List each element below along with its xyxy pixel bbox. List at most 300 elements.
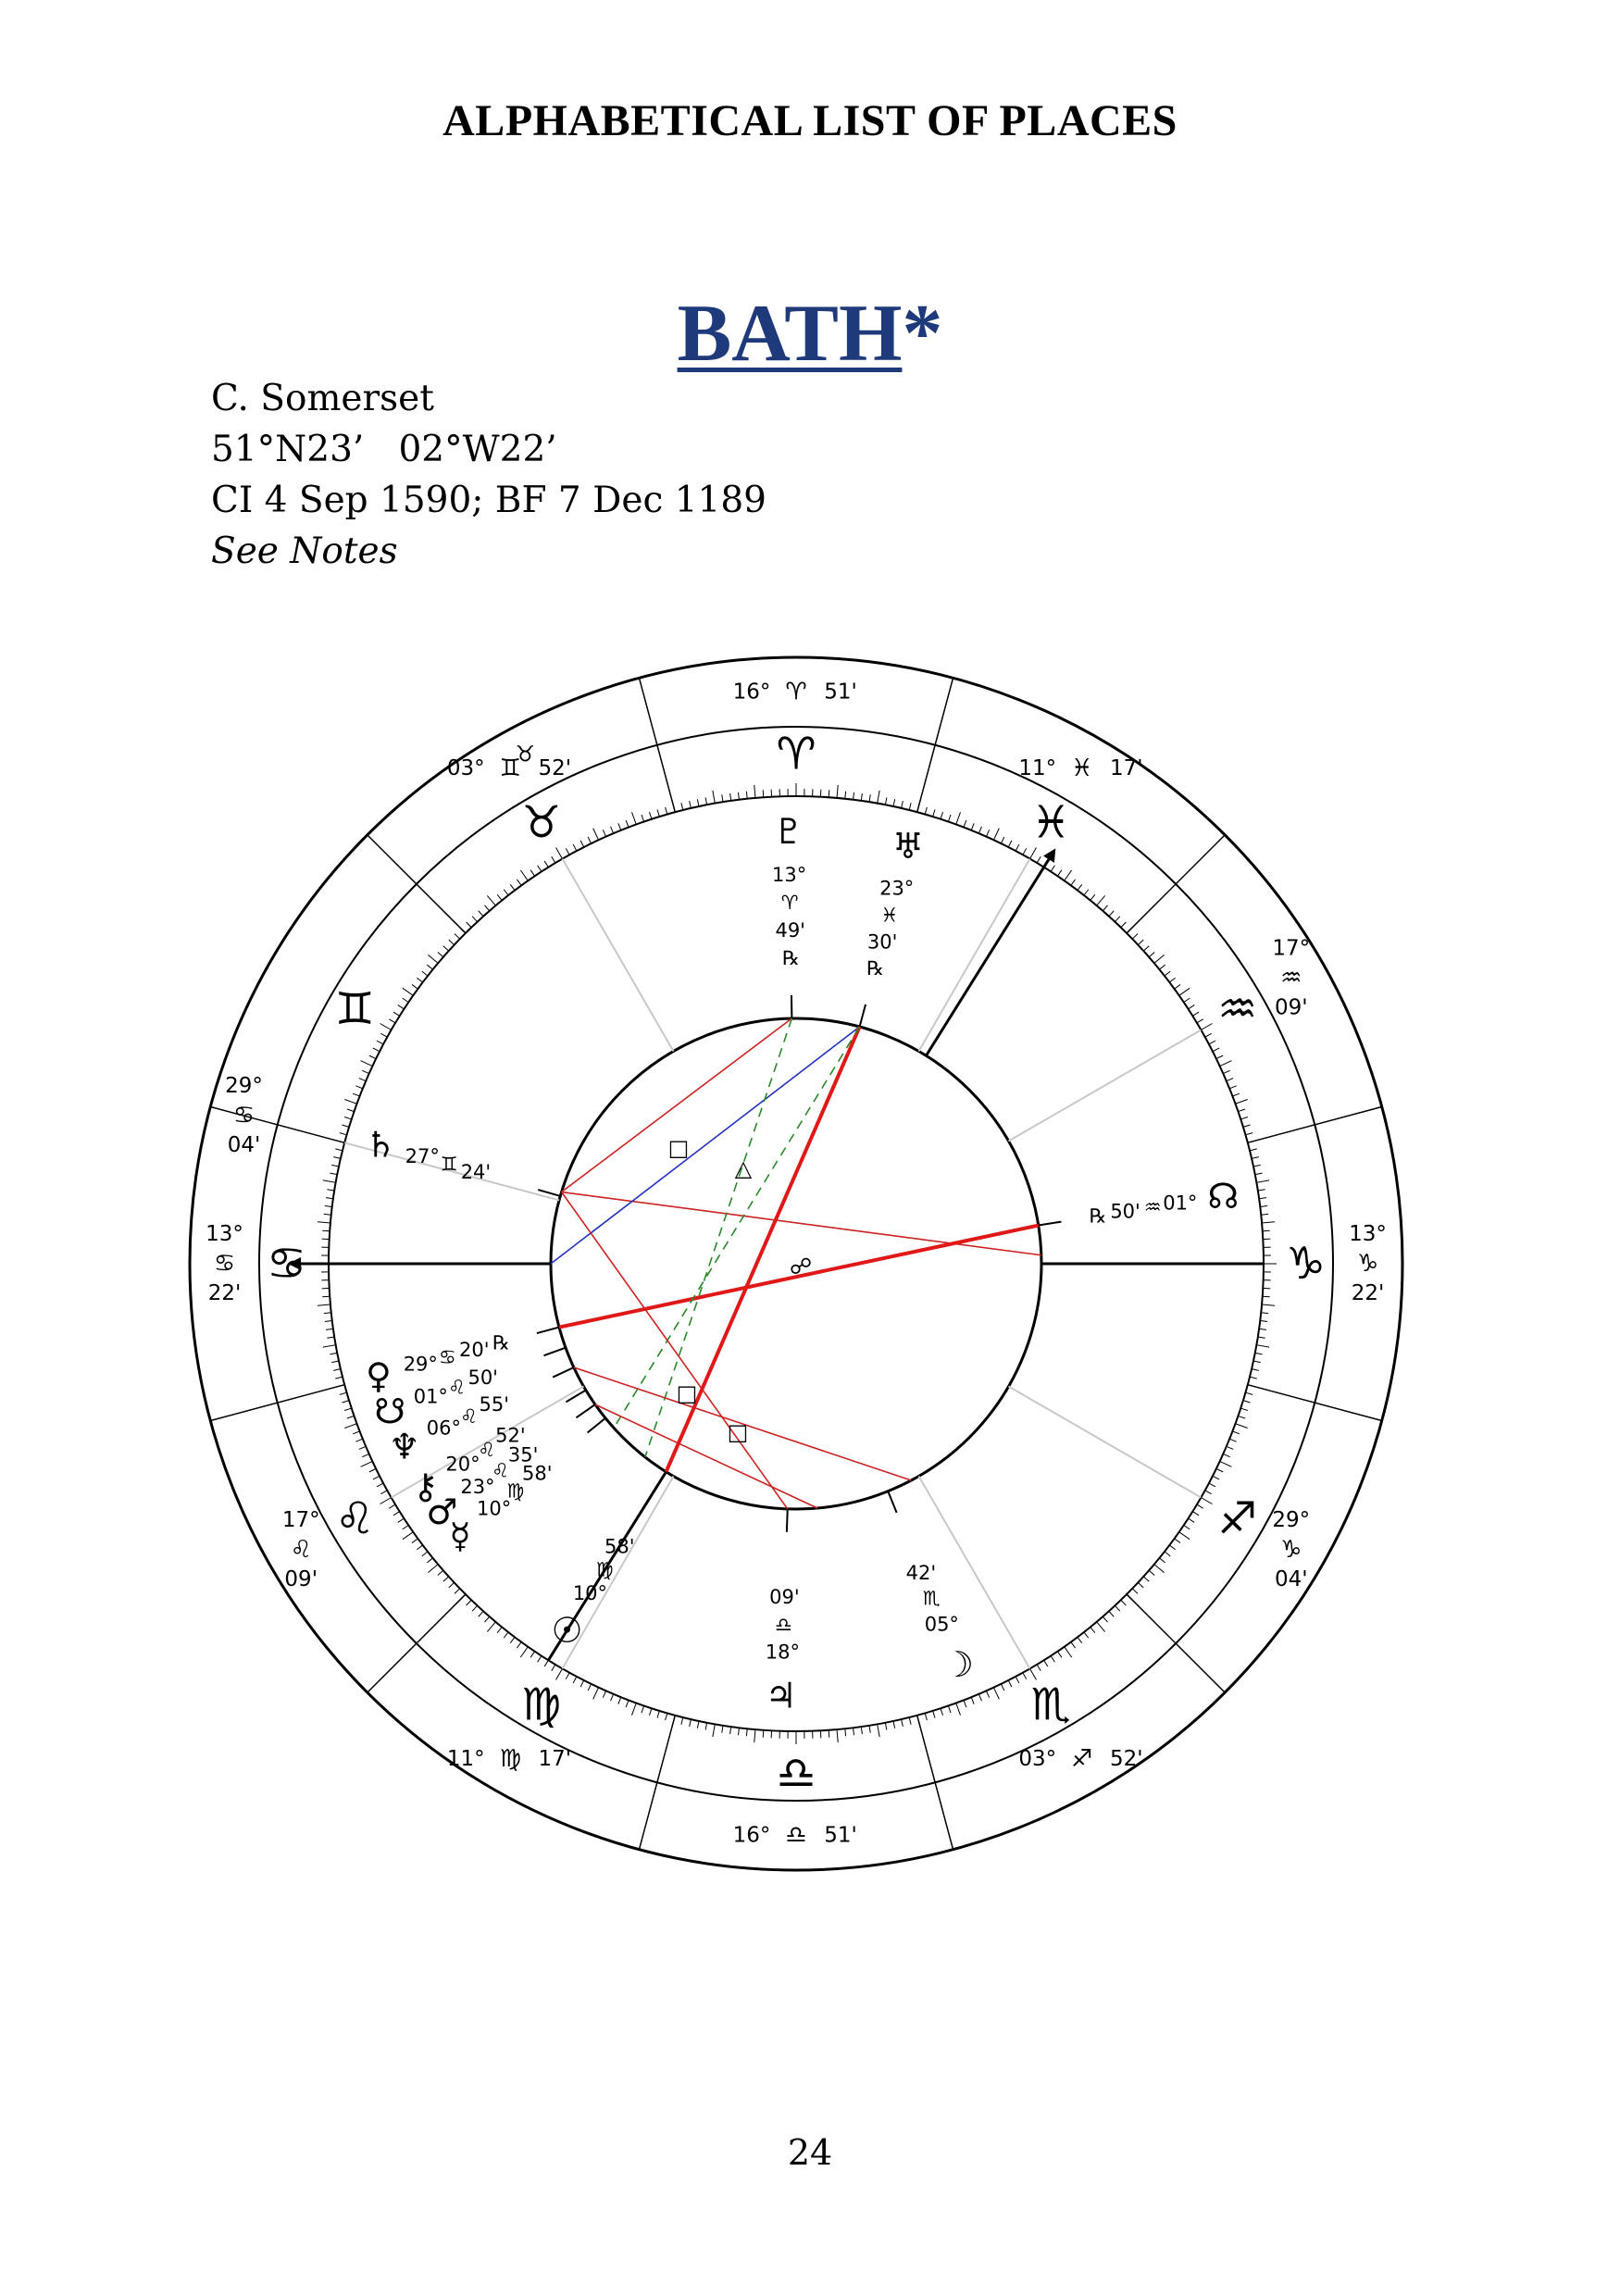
degree-tick	[1240, 1117, 1248, 1118]
degree-tick	[340, 1392, 347, 1394]
house-cusp-label	[1272, 1508, 1310, 1591]
degree-tick	[1037, 1665, 1041, 1671]
aspect-glyph: □	[676, 1380, 698, 1406]
degree-tick	[479, 911, 483, 917]
degree-tick	[738, 792, 739, 800]
degree-tick	[971, 823, 974, 830]
degree-tick	[544, 1660, 548, 1666]
running-head: ALPHABETICAL LIST OF PLACES	[442, 96, 1178, 145]
cusp-sign: ♌	[290, 1535, 312, 1564]
cusp-minute: 09'	[1274, 995, 1308, 1020]
degree-tick	[1192, 1512, 1199, 1516]
degree-tick	[611, 827, 614, 833]
degree-tick	[1250, 1377, 1257, 1379]
planet-position-text: 58'	[521, 1462, 553, 1485]
degree-tick	[1255, 1353, 1263, 1354]
degree-tick	[1258, 1337, 1265, 1338]
degree-tick	[373, 1048, 380, 1052]
planet-saturn-glyph: ♄	[365, 1124, 397, 1166]
degree-tick	[1065, 870, 1072, 880]
planet-position-text: 06°	[426, 1416, 461, 1440]
planet-position-text: ♎	[774, 1613, 792, 1636]
degree-tick	[738, 1728, 739, 1735]
degree-tick	[1197, 1019, 1203, 1023]
degree-tick	[377, 1041, 383, 1044]
degree-tick	[347, 1109, 355, 1112]
degree-tick	[925, 807, 927, 815]
degree-tick	[1071, 1642, 1076, 1648]
degree-tick	[1179, 1532, 1190, 1540]
degree-tick	[1115, 917, 1119, 922]
planet-position-text: 20°	[445, 1453, 480, 1476]
sign-divider	[1127, 835, 1225, 933]
degree-tick	[993, 829, 999, 841]
house-cusp-line	[1008, 1387, 1201, 1498]
planet-position-text: ♌	[448, 1376, 466, 1399]
degree-tick	[941, 812, 942, 819]
degree-tick	[573, 1677, 577, 1683]
degree-tick	[438, 1570, 443, 1575]
cusp-minute: 17'	[1109, 756, 1143, 781]
degree-tick	[964, 1700, 966, 1706]
degree-tick	[362, 1070, 368, 1073]
degree-tick	[504, 890, 508, 895]
degree-tick	[1256, 1180, 1269, 1182]
degree-tick	[1262, 1222, 1275, 1223]
degree-tick	[1132, 1589, 1138, 1594]
degree-tick	[1232, 1093, 1239, 1096]
degree-tick	[837, 785, 838, 798]
cusp-degree: 29°	[1272, 1507, 1311, 1532]
zodiac-sign-glyph: ♋	[266, 1238, 307, 1290]
degree-tick	[1189, 1518, 1195, 1522]
degree-tick	[487, 895, 495, 905]
planet-position-text: 09'	[769, 1585, 800, 1608]
degree-tick	[556, 1668, 563, 1679]
degree-tick	[1213, 1048, 1219, 1052]
degree-tick	[580, 1680, 584, 1687]
planet-position-text: 23°	[879, 877, 915, 900]
house-cusp-line	[919, 859, 1030, 1052]
degree-tick	[335, 1377, 343, 1379]
planet-neptune-glyph: ♆	[388, 1426, 420, 1467]
degree-tick	[398, 1005, 405, 1009]
house-cusp-label	[447, 1745, 571, 1773]
degree-tick	[603, 1691, 605, 1697]
degree-tick	[1121, 1600, 1127, 1605]
planet-position-text: ♓	[880, 904, 899, 927]
degree-tick	[986, 1691, 989, 1697]
degree-tick	[1016, 844, 1019, 851]
degree-tick	[1227, 1446, 1233, 1449]
degree-tick	[649, 812, 651, 819]
degree-tick	[593, 1688, 599, 1700]
planet-sun-glyph: ☉	[551, 1610, 583, 1652]
degree-tick	[1260, 1321, 1267, 1322]
degree-tick	[377, 1483, 383, 1487]
degree-tick	[1262, 1304, 1275, 1305]
cusp-degree: 13°	[206, 1222, 243, 1246]
sign-divider	[1248, 1385, 1382, 1421]
planet-position-text: 42'	[905, 1561, 937, 1584]
planet-position-text: ♋	[438, 1345, 456, 1368]
degree-tick	[355, 1439, 362, 1441]
degree-tick	[467, 1600, 472, 1605]
degree-tick	[869, 794, 870, 802]
degree-tick	[1232, 1431, 1239, 1434]
degree-tick	[355, 1086, 362, 1089]
degree-tick	[417, 978, 422, 982]
degree-tick	[327, 1190, 334, 1191]
degree-tick	[1115, 1605, 1119, 1611]
aspect-line	[562, 1192, 788, 1509]
house-cusp-label	[206, 1222, 243, 1305]
degree-tick	[403, 1532, 413, 1540]
degree-tick	[1051, 866, 1054, 872]
degree-tick	[422, 971, 428, 976]
degree-tick	[417, 1545, 422, 1550]
sign-divider	[1248, 1106, 1382, 1142]
degree-tick	[1154, 955, 1165, 963]
degree-tick	[556, 848, 563, 859]
planet-position-text: 55'	[479, 1393, 509, 1416]
degree-tick	[861, 1727, 862, 1734]
degree-tick	[331, 1165, 339, 1167]
degree-tick	[438, 952, 443, 956]
degree-tick	[956, 812, 961, 824]
planet-position-text: 27°	[405, 1145, 440, 1168]
planet-position-text: 01°	[1163, 1192, 1198, 1215]
degree-tick	[1259, 1198, 1266, 1199]
planet-position-text: 01°	[413, 1385, 448, 1408]
degree-tick	[978, 1694, 981, 1701]
degree-tick	[657, 1711, 659, 1718]
planet-position-text: 49'	[775, 919, 805, 942]
degree-tick	[1256, 1345, 1269, 1347]
degree-tick	[885, 1723, 887, 1730]
aspect-line	[551, 1027, 860, 1264]
degree-tick	[333, 1369, 341, 1371]
degree-tick	[389, 1504, 395, 1508]
degree-tick	[746, 1728, 747, 1736]
degree-tick	[1192, 1012, 1199, 1016]
degree-tick	[412, 984, 417, 989]
sign-divider	[917, 678, 953, 812]
degree-tick	[730, 793, 731, 801]
degree-tick	[1071, 880, 1076, 885]
planet-position-text: 30'	[866, 930, 898, 954]
degree-tick	[380, 1491, 387, 1494]
degree-tick	[520, 870, 528, 880]
degree-tick	[1252, 1369, 1259, 1371]
degree-tick	[340, 1133, 347, 1135]
degree-tick	[318, 1304, 330, 1305]
degree-tick	[1165, 971, 1170, 976]
degree-tick	[754, 785, 755, 798]
degree-tick	[344, 1424, 356, 1429]
degree-tick	[1008, 1680, 1012, 1687]
degree-tick	[359, 1079, 366, 1081]
degree-tick	[642, 815, 644, 822]
degree-tick	[933, 809, 935, 817]
degree-tick	[902, 801, 903, 808]
planet-mars-glyph: ♂	[426, 1491, 458, 1532]
cusp-sign: ♈	[785, 678, 807, 706]
zodiac-sign-glyph: ♐	[1217, 1492, 1258, 1545]
degree-tick	[1179, 988, 1190, 995]
degree-tick	[1016, 1677, 1019, 1683]
planet-node-glyph: ☊	[1207, 1175, 1240, 1217]
house-cusp-label	[733, 1822, 857, 1850]
cusp-minute: 22'	[207, 1281, 242, 1305]
cusp-sign: ♐	[1071, 1744, 1093, 1773]
degree-tick	[690, 801, 692, 808]
degree-tick	[1197, 1504, 1203, 1508]
degree-tick	[1149, 1570, 1154, 1575]
degree-tick	[730, 1727, 731, 1734]
degree-tick	[361, 1461, 373, 1466]
degree-tick	[909, 803, 911, 810]
degree-tick	[344, 1117, 352, 1118]
degree-tick	[393, 1512, 400, 1516]
planet-position-text: 52'	[495, 1424, 526, 1447]
cusp-minute: 04'	[1274, 1566, 1308, 1591]
degree-tick	[427, 965, 432, 969]
degree-tick	[1250, 1149, 1257, 1151]
degree-tick	[1175, 1539, 1180, 1543]
planet-position-text: ♌	[478, 1438, 496, 1461]
degree-tick	[618, 1697, 621, 1703]
degree-tick	[690, 1719, 692, 1727]
degree-tick	[1243, 1125, 1251, 1127]
planet-position-text: ♌	[460, 1404, 478, 1428]
degree-tick	[428, 1565, 438, 1573]
degree-tick	[331, 1361, 339, 1363]
planet-tick	[1039, 1222, 1062, 1226]
degree-tick	[1001, 837, 1004, 843]
degree-tick	[681, 1717, 683, 1725]
degree-tick	[403, 988, 413, 995]
degree-tick	[1243, 1401, 1251, 1403]
degree-tick	[837, 1729, 838, 1742]
cusp-sign: ♋	[213, 1250, 236, 1278]
cusp-sign: ♋	[232, 1102, 255, 1130]
degree-tick	[322, 1296, 330, 1297]
planet-position-text: 29°	[403, 1353, 438, 1376]
planet-chiron-glyph: ⚷	[412, 1466, 439, 1507]
degree-tick	[333, 1157, 341, 1159]
sign-divider	[368, 835, 466, 933]
planet-tick	[787, 1509, 788, 1532]
degree-tick	[763, 790, 764, 797]
degree-tick	[1238, 1109, 1245, 1112]
zodiac-sign-glyph: ♉	[521, 796, 562, 849]
planet-position-text: 18°	[765, 1641, 800, 1664]
degree-tick	[318, 1222, 330, 1223]
degree-tick	[1236, 1099, 1248, 1104]
degree-tick	[517, 1642, 521, 1648]
degree-tick	[925, 1713, 927, 1720]
degree-tick	[324, 1313, 331, 1314]
county-line: C. Somerset	[211, 378, 434, 419]
cusp-minute: 09'	[284, 1566, 318, 1591]
house-cusp-label	[282, 1508, 320, 1591]
degree-tick	[342, 1401, 349, 1403]
planet-position-text: ♍	[506, 1479, 525, 1503]
degree-tick	[1084, 890, 1089, 895]
degree-tick	[422, 1552, 428, 1556]
degree-tick	[1149, 952, 1154, 956]
cusp-minute: 51'	[824, 680, 857, 705]
degree-tick	[1037, 856, 1041, 863]
see-notes-line: See Notes	[211, 530, 398, 572]
degree-tick	[322, 1230, 330, 1231]
degree-tick	[369, 1055, 376, 1059]
degree-tick	[1023, 1673, 1027, 1679]
cusp-minute: 04'	[227, 1133, 261, 1158]
degree-tick	[1051, 1656, 1054, 1663]
degree-tick	[1078, 884, 1082, 890]
cusp-minute: 17'	[538, 1746, 572, 1771]
aspect-glyph: □	[727, 1419, 749, 1445]
degree-tick	[1138, 940, 1143, 944]
planet-venus-glyph: ♀	[365, 1354, 392, 1396]
degree-tick	[566, 848, 569, 855]
degree-tick	[713, 1724, 715, 1737]
degree-tick	[517, 880, 521, 885]
degree-tick	[373, 1476, 380, 1479]
cusp-sign: ♊	[499, 755, 521, 783]
house-cusp-label	[447, 755, 571, 782]
degree-tick	[1109, 911, 1114, 917]
planet-position-text: 58'	[604, 1535, 635, 1558]
degree-tick	[1201, 1024, 1212, 1030]
planet-node-position	[1090, 1192, 1198, 1227]
degree-tick	[1260, 1205, 1267, 1206]
degree-tick	[948, 1705, 951, 1713]
zodiac-sign-glyph: ♎	[776, 1747, 816, 1800]
midheaven-arrow	[926, 852, 1053, 1055]
degree-tick	[1159, 965, 1165, 969]
degree-tick	[1205, 1033, 1212, 1037]
degree-tick	[626, 1700, 629, 1706]
degree-tick	[956, 1703, 961, 1716]
degree-tick	[1189, 1005, 1195, 1009]
degree-tick	[1078, 1637, 1082, 1642]
degree-tick	[948, 815, 951, 822]
degree-tick	[722, 794, 723, 802]
degree-tick	[666, 807, 667, 815]
degree-tick	[666, 1713, 667, 1720]
degree-tick	[1138, 1582, 1143, 1587]
degree-tick	[362, 1454, 368, 1456]
planet-tick	[553, 1367, 574, 1378]
asterisk-mark: *	[902, 289, 943, 379]
degree-tick	[398, 1518, 405, 1522]
degree-tick	[580, 841, 584, 847]
degree-tick	[323, 1345, 336, 1347]
house-cusp-label	[1018, 1745, 1142, 1773]
degree-tick	[1240, 1408, 1248, 1410]
degree-tick	[941, 1708, 942, 1716]
degree-tick	[455, 934, 460, 940]
cusp-sign: ♑	[1280, 1535, 1302, 1564]
degree-tick	[1229, 1086, 1236, 1089]
degree-tick	[642, 1705, 644, 1713]
degree-tick	[1223, 1454, 1229, 1456]
planet-tick	[860, 1004, 866, 1027]
dates-line: CI 4 Sep 1590; BF 7 Dec 1189	[211, 480, 766, 521]
planet-pluto-glyph: ♇	[772, 811, 804, 853]
cusp-sign: ♑	[1356, 1250, 1379, 1278]
planet-position-text: ℞	[866, 957, 884, 980]
degree-tick	[1209, 1483, 1215, 1487]
zodiac-sign-glyph: ♊	[334, 982, 375, 1035]
zodiac-sign-glyph: ♒	[1217, 982, 1258, 1035]
degree-tick	[1238, 1416, 1245, 1418]
planet-moon-glyph: ☽	[941, 1643, 974, 1685]
degree-tick	[705, 797, 707, 805]
degree-tick	[1097, 1622, 1105, 1632]
degree-tick	[971, 1697, 974, 1703]
degree-tick	[1090, 894, 1095, 900]
cusp-minute: 52'	[1109, 1746, 1143, 1771]
outer-sign-glyph: ♉	[515, 741, 536, 767]
degree-tick	[1143, 946, 1149, 951]
house-cusp-label	[733, 679, 857, 706]
degree-tick	[1090, 1627, 1095, 1632]
planet-tick	[537, 1328, 559, 1333]
degree-tick	[327, 1337, 334, 1338]
planet-position-text: 10°	[476, 1497, 512, 1520]
degree-tick	[1245, 1133, 1252, 1135]
zodiac-sign-glyph: ♏	[1030, 1678, 1071, 1731]
degree-tick	[472, 917, 477, 922]
degree-tick	[1165, 1552, 1170, 1556]
degree-tick	[1258, 1190, 1265, 1191]
cusp-sign: ♎	[785, 1821, 807, 1850]
degree-tick	[618, 823, 621, 830]
planet-tick	[543, 1348, 565, 1356]
degree-tick	[878, 791, 879, 804]
degree-tick	[403, 1525, 409, 1529]
degree-tick	[326, 1198, 333, 1199]
planet-position-text: 20'	[459, 1339, 490, 1362]
planet-jupiter-position	[766, 1586, 800, 1664]
planet-snode-glyph: ☋	[374, 1391, 406, 1432]
cusp-minute: 51'	[824, 1823, 857, 1848]
degree-tick	[1030, 848, 1037, 859]
place-name: BATH	[677, 289, 903, 379]
degree-tick	[746, 792, 747, 799]
house-cusp-label	[1272, 936, 1310, 1019]
degree-tick	[393, 1012, 400, 1016]
degree-tick	[325, 1205, 332, 1206]
degree-tick	[1201, 1498, 1212, 1504]
degree-tick	[325, 1321, 332, 1322]
degree-tick	[389, 1019, 395, 1023]
degree-tick	[763, 1730, 764, 1738]
degree-tick	[754, 1729, 755, 1742]
degree-tick	[1184, 998, 1190, 1002]
degree-tick	[427, 1558, 432, 1563]
degree-tick	[1227, 1079, 1233, 1081]
degree-tick	[681, 803, 683, 810]
degree-tick	[1030, 1668, 1037, 1679]
degree-tick	[1253, 1361, 1261, 1363]
planet-tick	[576, 1404, 594, 1417]
degree-tick	[603, 830, 605, 836]
